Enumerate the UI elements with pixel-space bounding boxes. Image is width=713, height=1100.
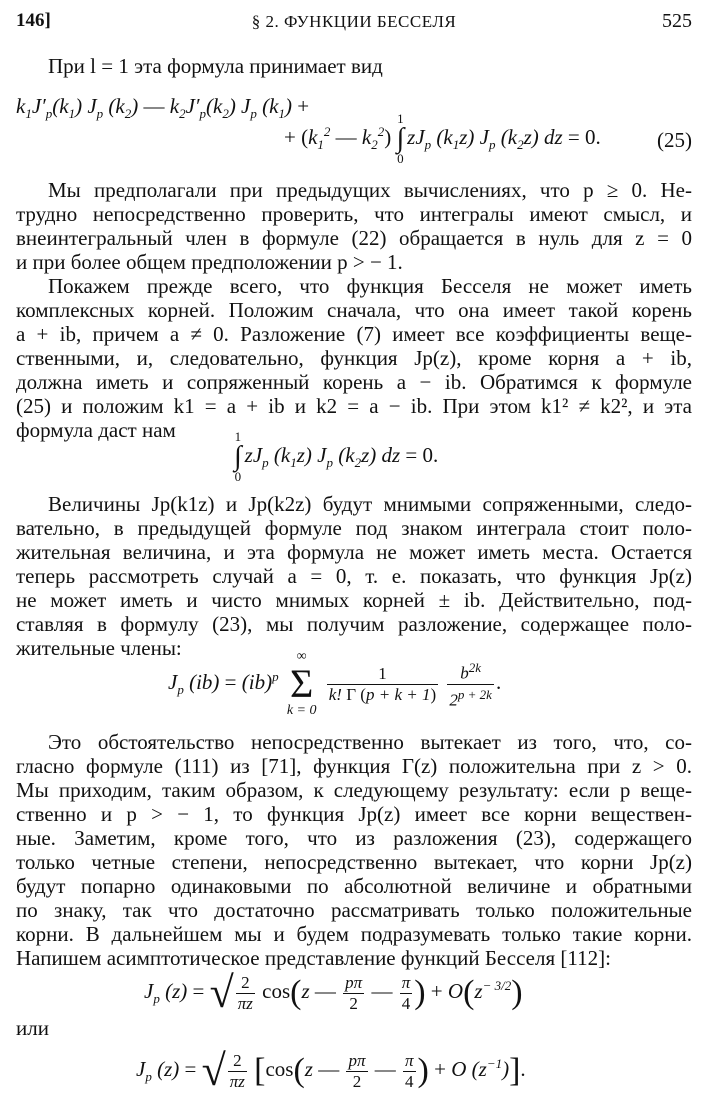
integral-equation: 1 ∫ 0 $zJ_p$ $(k_1z)$ $J_p$ $(k_2z)$ dz = 0. — [234, 429, 439, 484]
text-line: теперь рассмотреть случай a = 0, т. е. показать, что функция Jp(z) — [16, 564, 692, 588]
page-number: 525 — [662, 10, 692, 32]
text-line: a + ib, причем a ≠ 0. Разложение (7) имеет все коэффициенты веще- — [16, 322, 692, 346]
text-line: ственно и p > − 1, то функция Jp(z) имеет все корни веществен- — [16, 802, 692, 826]
asymptotic-equation-2: $J_p$ (z) = √ $\frac{2}{\pi z}$ [cos(z — $\frac{p\pi}{2}$ — $\frac{\pi}{4}$ ) + O $(z^{-1})$]. — [136, 1046, 526, 1096]
text-line: или — [16, 1016, 49, 1040]
text-line: комплексных корней. Положим сначала, что она имеет такой корень — [16, 298, 692, 322]
page-header — [16, 10, 692, 36]
text-line: ные. Заметим, кроме того, что из разложения (23), содержащего — [16, 826, 692, 850]
text-line: формула даст нам — [16, 418, 176, 442]
text-line: трудно непосредственно проверить, что интегралы имеют смысл, и — [16, 202, 692, 226]
asymptotic-equation-1: $J_p$ (z) = √ $\frac{2}{\pi z}$ cos(z — $\frac{p\pi}{2}$ — $\frac{\pi}{4}$ ) + $O(z^{- 3/2})$ — [144, 968, 523, 1018]
text-line: должна иметь и сопряженный корень a − ib. Обратимся к формуле — [16, 370, 692, 394]
text-line: не может иметь и чисто мнимых корней ± ib. Действительно, под- — [16, 588, 692, 612]
running-title: § 2. ФУНКЦИИ БЕССЕЛЯ — [251, 12, 457, 31]
text-line: и при более общем предположении p > − 1. — [16, 250, 403, 274]
text-line: ставляя в формулу (23), мы получим разложение, содержащее поло- — [16, 612, 692, 636]
text-line: жительная величина, и эта формула не может иметь места. Остается — [16, 540, 692, 564]
text-line: только четные степени, непосредственно вытекает, что корни Jp(z) — [16, 850, 692, 874]
text-line: гласно формуле (111) из [71], функция Γ(z) положительна при z > 0. — [16, 754, 692, 778]
text-line: При l = 1 эта формула принимает вид — [48, 54, 383, 78]
text-line: Напишем асимптотическое представление функций Бесселя [112]: — [16, 946, 611, 970]
equation-number: (25) — [657, 128, 692, 152]
text-line: жительные члены: — [16, 636, 182, 660]
equation-25-line1: $k_1J'_p(k_1)$ $J_p$ $(k_2)$ — $k_2J'_p(k_2)$ $J_p$ $(k_1)$ + — [16, 94, 310, 122]
text-line: внеинтегральный член в формуле (22) обращается в нуль для z = 0 — [16, 226, 692, 250]
equation-25-line2: + ($k_1^2$ — $k_2^2$) 1 ∫ 0 $zJ_p$ $(k_1z)$ $J_p$ $(k_2z)$ dz = 0. — [284, 111, 601, 166]
text-line: (25) и положим k1 = a + ib и k2 = a − ib. При этом k1² ≠ k2², и эта — [16, 394, 692, 418]
text-line: Покажем прежде всего, что функция Бесселя не может иметь — [48, 274, 692, 298]
text-line: корни. В дальнейшем мы и будем подразумевать только такие корни. — [16, 922, 692, 946]
text-line: Мы приходим, таким образом, к следующему результату: если p веще- — [16, 778, 692, 802]
text-line: Мы предполагали при предыдущих вычислениях, что p ≥ 0. Не- — [48, 178, 692, 202]
text-line: ственными, и, следовательно, функция Jp(z), кроме корня a + ib, — [16, 346, 692, 370]
text-line: по знаку, так что достаточно рассматривать только положительные — [16, 898, 692, 922]
text-line: Это обстоятельство непосредственно вытекает из того, что, со- — [48, 730, 692, 754]
text-line: вательно, в предыдущей формуле под знаком интеграла стоит поло- — [16, 516, 692, 540]
text-line: будут попарно одинаковыми по абсолютной величине и обратными — [16, 874, 692, 898]
series-equation: $J_p$ (ib) = (ib)$^p$ ∞ Σ k = 0 $\frac{1}{k! \Gamma (p + k + 1)}$ $\frac{b^{2k}}{2^{p + 2k}}$ . — [168, 649, 502, 718]
text-line: Величины Jp(k1z) и Jp(k2z) будут мнимыми сопряженными, следо- — [48, 492, 692, 516]
section-number: 146] — [16, 10, 51, 31]
